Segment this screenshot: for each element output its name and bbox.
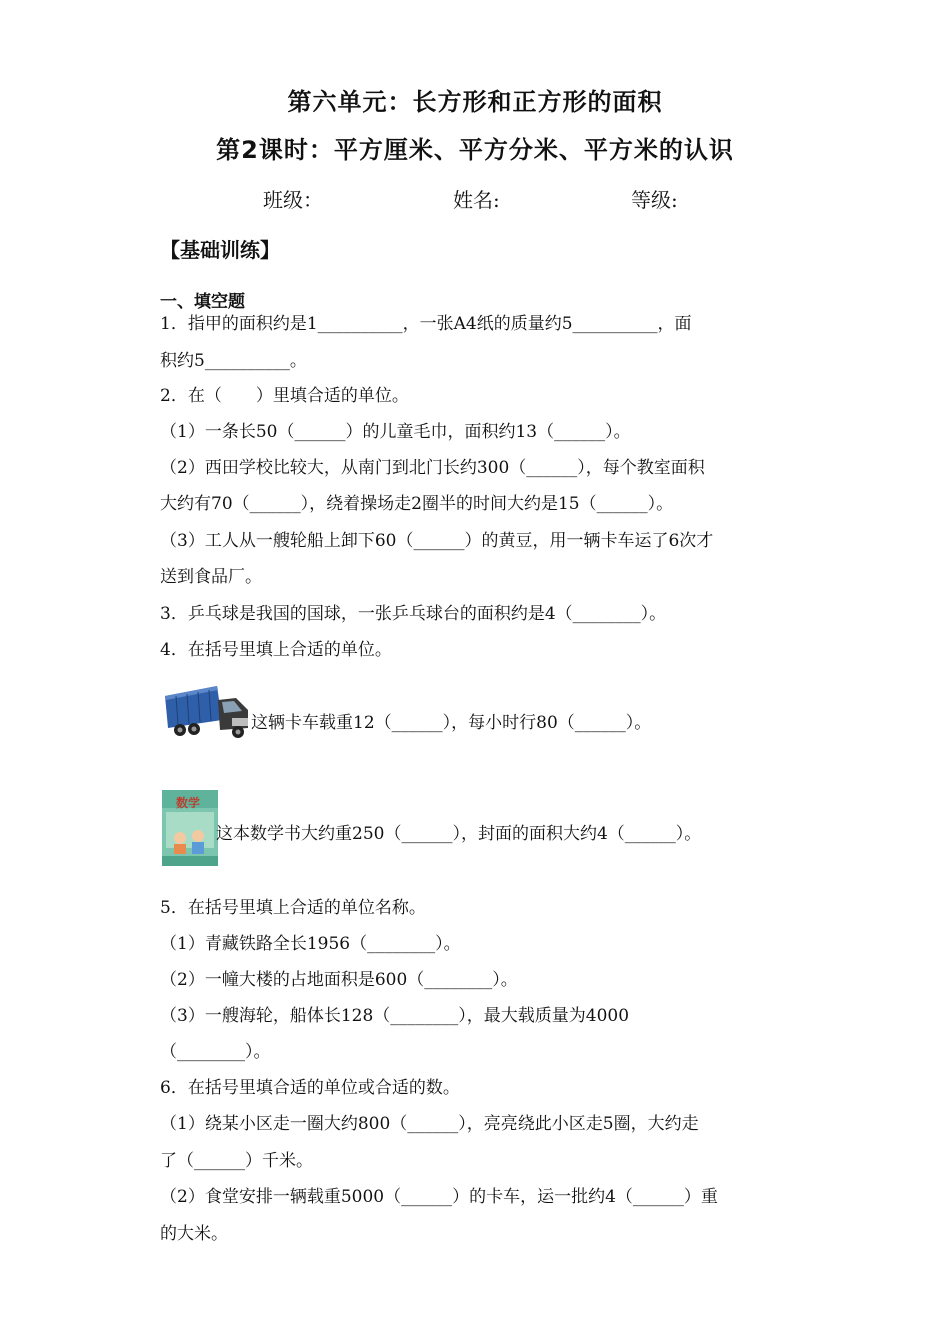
question-line: 1．指甲的面积约是1__________，一张A4纸的质量约5__________，面	[160, 314, 692, 334]
question-line: 了（______）千米。	[160, 1151, 313, 1171]
question-line: 这辆卡车载重12（______），每小时行80（______）。	[251, 713, 652, 733]
name-label: 姓名:	[453, 188, 500, 212]
book-cover-title: 数学	[176, 796, 201, 810]
question-line: （2）食堂安排一辆载重5000（______）的卡车，运一批约4（______）重	[160, 1187, 718, 1207]
question-line: （1）绕某小区走一圈大约800（______），亮亮绕此小区走5圈，大约走	[160, 1114, 699, 1134]
question-line: （2）一幢大楼的占地面积是600（________）。	[160, 970, 518, 990]
question-line: （1）青藏铁路全长1956（________）。	[160, 934, 461, 954]
class-label: 班级：	[263, 188, 323, 212]
question-line: 4．在括号里填上合适的单位。	[160, 640, 392, 660]
question-line: 5．在括号里填上合适的单位名称。	[160, 898, 426, 918]
section-title: 【基础训练】	[160, 238, 280, 262]
question-line: 这本数学书大约重250（______），封面的面积大约4（______）。	[216, 824, 702, 844]
page-title: 第六单元：长方形和正方形的面积	[287, 88, 663, 116]
question-line: （1）一条长50（______）的儿童毛巾，面积约13（______）。	[160, 422, 631, 442]
question-line: 2．在（ ）里填合适的单位。	[160, 386, 409, 406]
question-line: （3）工人从一艘轮船上卸下60（______）的黄豆，用一辆卡车运了6次才	[160, 531, 714, 551]
question-line: （________）。	[160, 1042, 271, 1062]
question-line: 3．乒乓球是我国的国球，一张乒乓球台的面积约是4（________）。	[160, 604, 667, 624]
question-line: 的大米。	[160, 1224, 228, 1244]
question-line: （2）西田学校比较大，从南门到北门长约300（______），每个教室面积	[160, 458, 705, 478]
question-line: 送到食品厂。	[160, 567, 262, 587]
grade-label: 等级:	[631, 188, 678, 212]
truck-icon	[162, 684, 252, 740]
question-line: 积约5__________。	[160, 351, 307, 371]
question-line: 大约有70（______），绕着操场走2圈半的时间大约是15（______）。	[160, 494, 674, 514]
page-subtitle: 第2课时：平方厘米、平方分米、平方米的认识	[216, 136, 734, 164]
math-book-icon	[162, 790, 218, 866]
question-line: 6．在括号里填合适的单位或合适的数。	[160, 1078, 460, 1098]
section-subtitle: 一、填空题	[160, 292, 245, 312]
question-line: （3）一艘海轮，船体长128（________），最大载质量为4000	[160, 1006, 630, 1026]
